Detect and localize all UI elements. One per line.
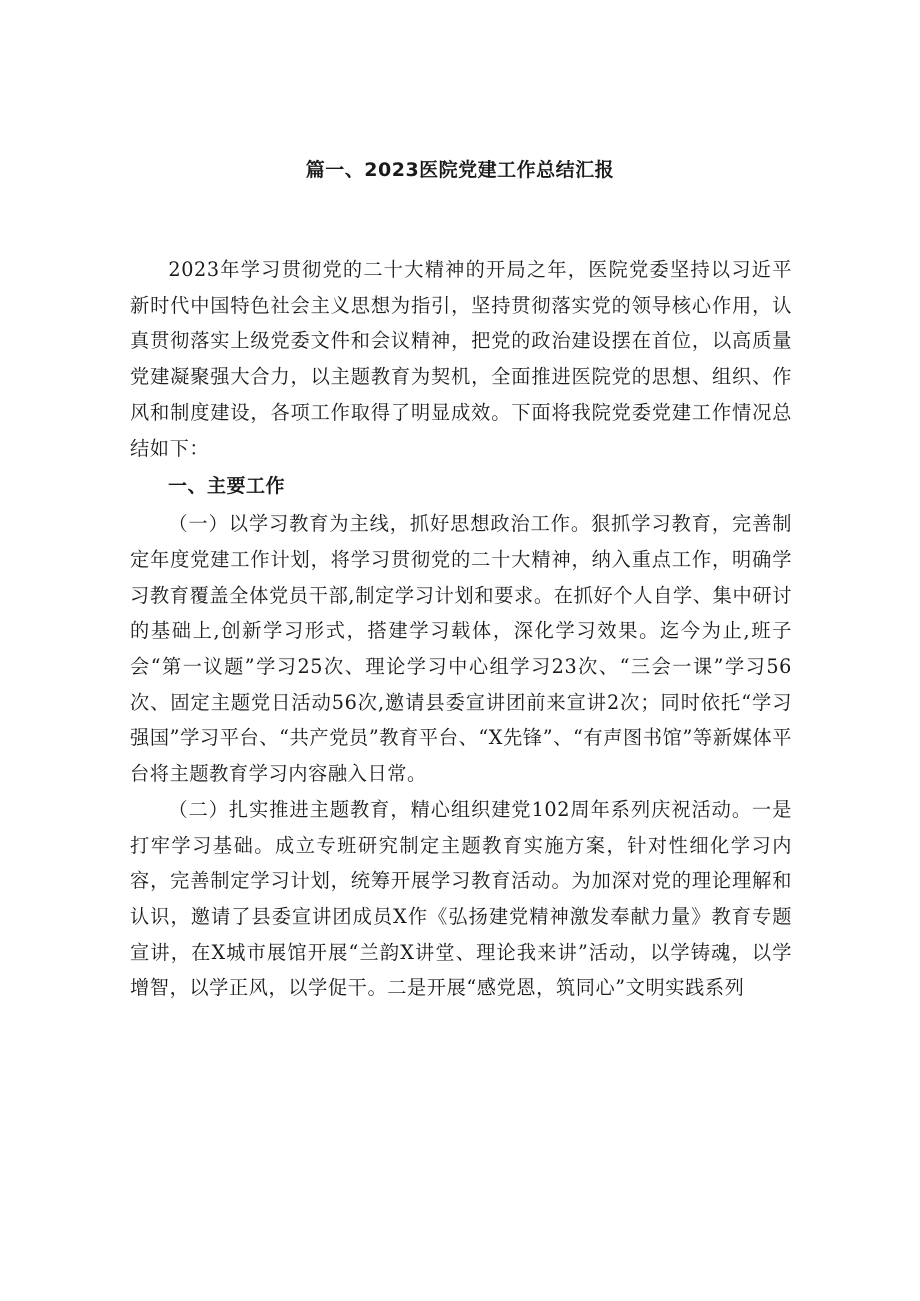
intro-paragraph: 2023年学习贯彻党的二十大精神的开局之年，医院党委坚持以习近平新时代中国特色社会主义思想为指引，坚持贯彻落实党的领导核心作用，认真贯彻落实上级党委文件和会议精神，把党的政治建设摆在首位，以高质量党建凝聚强大合力，以主题教育为契机，全面推进医院党的思想、组织、作风和制度建设，各项工作取得了明显成效。下面将我院党委党建工作情况总结如下： [130,258,792,460]
paragraph-study-education: （一）以学习教育为主线，抓好思想政治工作。狠抓学习教育，完善制定年度党建工作计划，将学习贯彻党的二十大精神，纳入重点工作，明确学习教育覆盖全体党员干部,制定学习计划和要求。在抓好个人自学、集中研讨的基础上,创新学习形式，搭建学习载体，深化学习效果。迄今为止,班子会“第一议题”学习25次、理论学习中心组学习23次、“三会一课”学习56次、固定主题党日活动56次,邀请县委宣讲团前来宣讲2次；同时依托“学习强国”学习平台、“共产党员”教育平台、“X先锋”、“有声图书馆”等新媒体平台将主题教育学习内容融入日常。 [130,512,792,786]
paragraph-theme-education: （二）扎实推进主题教育，精心组织建党102周年系列庆祝活动。一是打牢学习基础。成立专班研究制定主题教育实施方案，针对性细化学习内容，完善制定学习计划，统筹开展学习教育活动。为加深对党的理论理解和认识，邀请了县委宣讲团成员X作《弘扬建党精神激发奉献力量》教育专题宣讲，在X城市展馆开展“兰韵X讲堂、理论我来讲”活动，以学铸魂，以学增智，以学正风，以学促干。二是开展“感党恩，筑同心”文明实践系列 [130,797,792,1000]
section-heading-main-work: 一、主要工作 [168,475,286,498]
document-body [130,252,792,1006]
document-title: 篇一、2023医院党建工作总结汇报 [305,159,615,181]
